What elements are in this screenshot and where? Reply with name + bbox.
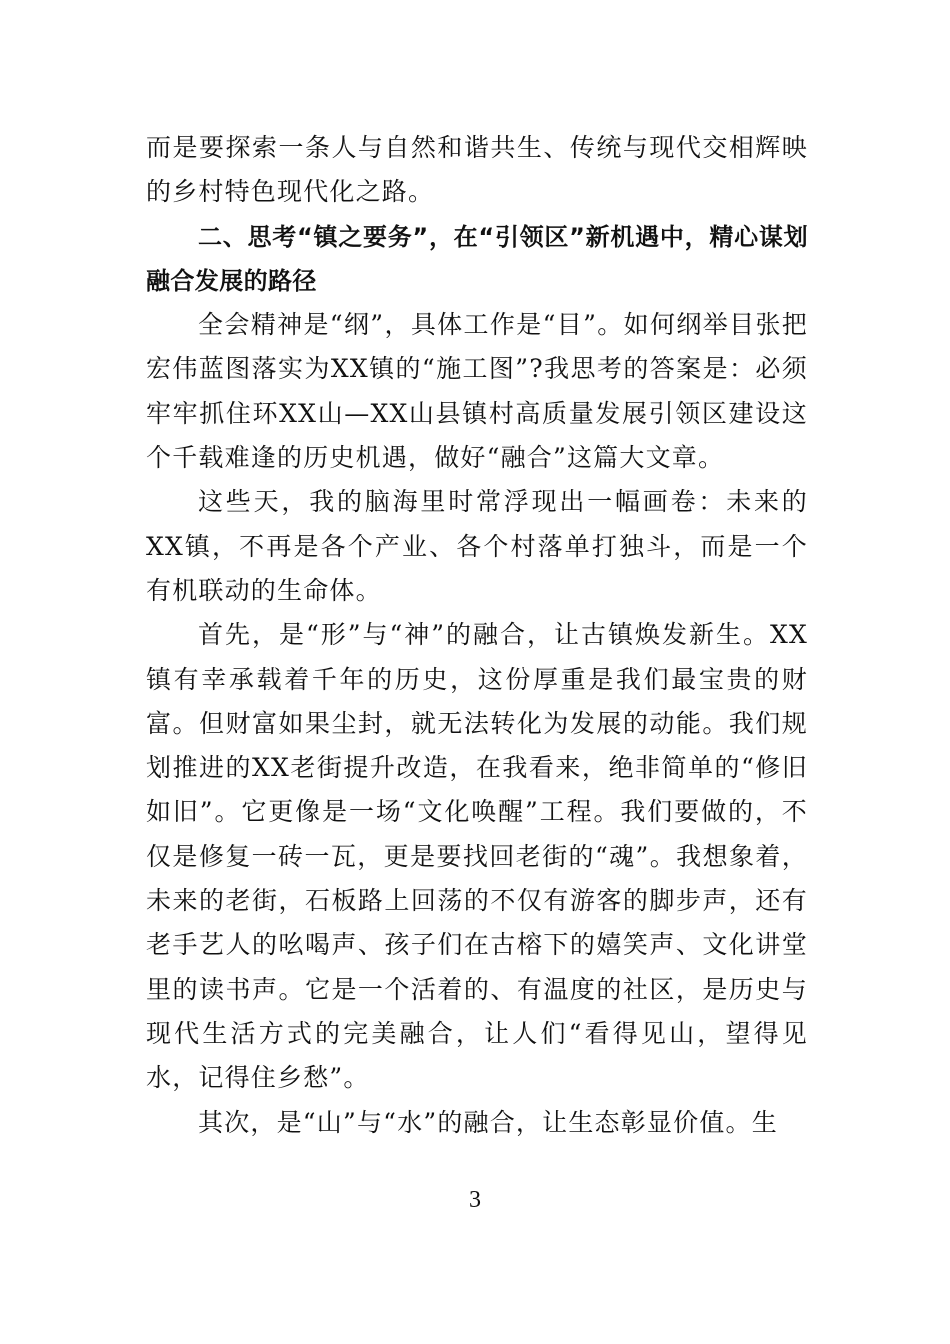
paragraph-plenary-spirit: 全会精神是“纲”，具体工作是“目”。如何纲举目张把宏伟蓝图落实为XX镇的“施工图”?我思考的答案是：必须牢牢抓住环XX山—XX山县镇村高质量发展引领区建设这个千载难逢的历史机遇，做好“融合”这篇大文章。 [146, 310, 808, 473]
paragraph-vision: 这些天，我的脑海里时常浮现出一幅画卷：未来的XX镇，不再是各个产业、各个村落单打独斗，而是一个有机联动的生命体。 [146, 487, 808, 605]
section-heading: 二、思考“镇之要务”，在“引领区”新机遇中，精心谋划融合发展的路径 [146, 222, 808, 295]
paragraph-first-fusion: 首先，是“形”与“神”的融合，让古镇焕发新生。XX镇有幸承载着千年的历史，这份厚重是我们最宝贵的财富。但财富如果尘封，就无法转化为发展的动能。我们规划推进的XX老街提升改造，在我看来，绝非简单的“修旧如旧”。它更像是一场“文化唤醒”工程。我们要做的，不仅是修复一砖一瓦，更是要找回老街的“魂”。我想象着，未来的老街，石板路上回荡的不仅有游客的脚步声，还有老手艺人的吆喝声、孩子们在古榕下的嬉笑声、文化讲堂里的读书声。它是一个活着的、有温度的社区，是历史与现代生活方式的完美融合，让人们“看得见山，望得见水，记得住乡愁”。 [146, 620, 808, 1093]
paragraph-second-fusion: 其次，是“山”与“水”的融合，让生态彰显价值。生 [198, 1107, 778, 1137]
page-number: 3 [469, 1187, 481, 1213]
body-text [146, 126, 808, 1145]
paragraph-continuation: 而是要探索一条人与自然和谐共生、传统与现代交相辉映的乡村特色现代化之路。 [146, 133, 808, 207]
